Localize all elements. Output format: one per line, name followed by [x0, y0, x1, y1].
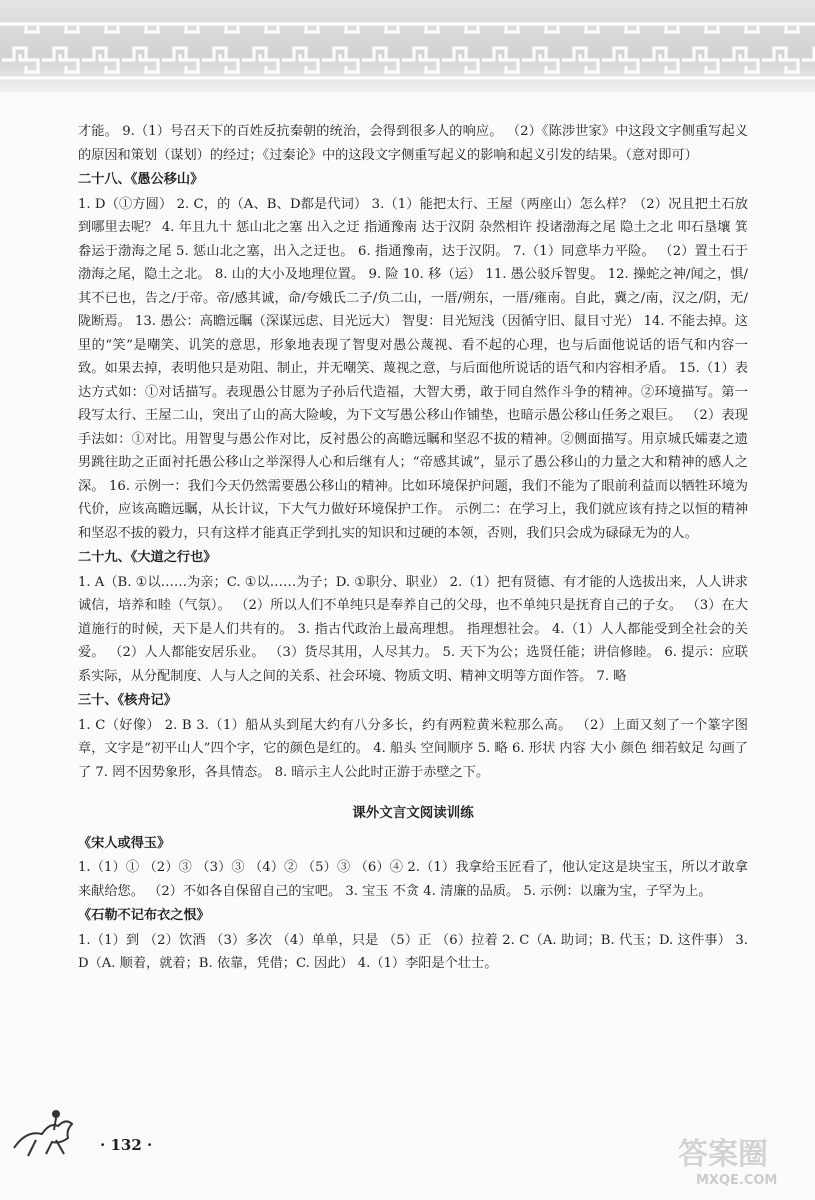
watermark-logo	[676, 1130, 806, 1190]
section-heading-yugong: 二十八、《愚公移山》	[78, 172, 204, 187]
answer-paragraph: 1.（1）到 （2）饮酒 （3）多次 （4）单单，只是 （5）正 （6）拉着 2. C（A. 助词；B. 代玉；D. 这件事） 3. D（A. 顺着，就着；B. 依靠，凭借；C. 因此） 4.（1）李阳是个壮士。	[78, 932, 748, 971]
page-number: · 132 ·	[100, 1136, 153, 1154]
answer-content	[78, 120, 748, 976]
watermark-url: MXQE.COM	[696, 1173, 778, 1188]
horse-rider-icon	[6, 1100, 86, 1160]
section-heading-songren: 《宋人或得玉》	[78, 835, 171, 851]
header-decorative-border	[0, 0, 815, 92]
section-heading-shile: 《石勒不记布衣之恨》	[78, 908, 210, 923]
section-heading-hezhou: 三十、《核舟记》	[78, 693, 177, 708]
answer-paragraph: 1. C（好像） 2. B 3.（1）船从头到尾大约有八分多长，约有两粒黄米粒那么高。 （2）上面又刻了一个篆字图章，文字是“初平山人”四个字，它的颜色是红的。 4. 船头 空间顺序 5. 略 6. 形状 内容 大小 颜色 细若蚊足 勾画了了 7. 罔不因势象形，各具情态。 8. 暗示主人公此时正游于赤壁之下。	[78, 717, 748, 780]
answer-paragraph: 1. D（①方圆） 2. C，的（A、B、D都是代词） 3.（1）能把太行、王屋（两座山）怎么样？（2）况且把土石放到哪里去呢？ 4. 年且九十 惩山北之塞 出入之迂 指通豫南 达于汉阴 杂然相许 投诸渤海之尾 隐土之北 叩石垦壤 箕畚运于渤海之尾 5. 惩山北之塞，出入之迂也。 6. 指通豫南，达于汉阴。 7.（1）同意毕力平险。 （2）置土石于渤海之尾，隐土之北。 8. 山的大小及地理位置。 9. 险 10. 移（运） 11. 愚公驳斥智叟。 12. 操蛇之神/闻之，惧/其不已也，告之/于帝。帝/感其诚，命/夸娥氏二子/负二山，一厝/朔东，一厝/雍南。自此，冀之/南，汉之/阴，无/陇断焉。 13. 愚公：高瞻远瞩（深谋远虑、目光远大） 智叟：目光短浅（因循守旧、鼠目寸光） 14. 不能去掉。这里的“笑”是嘲笑、讥笑的意思，形象地表现了智叟对愚公蔑视、看不起的心理，也与后面他说话的语气和内容一致。如果去掉，表明他只是劝阻、制止，并无嘲笑、蔑视之意，与后面他所说话的语气和内容相矛盾。 15.（1）表达方式如：①对话描写。表现愚公甘愿为子孙后代造福，大智大勇，敢于同自然作斗争的精神。②环境描写。第一段写太行、王屋二山，突出了山的高大险峻，为下文写愚公移山作铺垫，也暗示愚公移山任务之艰巨。 （2）表现手法如：①对比。用智叟与愚公作对比，反衬愚公的高瞻远瞩和坚忍不拔的精神。②侧面描写。用京城氏孀妻之遗男跳往助之正面衬托愚公移山之举深得人心和后继有人；“帝感其诚”，显示了愚公移山的力量之大和精神的感人之深。 16. 示例一：我们今天仍然需要愚公移山的精神。比如环境保护问题，我们不能为了眼前利益而以牺牲环境为代价，应该高瞻远瞩，从长计议，下大气力做好环境保护工作。 示例二：在学习上，我们就应该有持之以恒的精神和坚忍不拔的毅力，只有这样才能真正学到扎实的知识和过硬的本领，否则，我们只会成为碌碌无为的人。	[78, 196, 748, 541]
extra-reading-title: 课外文言文阅读训练	[352, 805, 474, 821]
answer-paragraph: 1. A（B. ①以……为亲；C. ①以……为子；D. ①职分、职业） 2.（1）把有贤德、有才能的人选拔出来，人人讲求诚信，培养和睦（气氛）。 （2）所以人们不单纯只是奉养自己的父母，也不单纯只是抚育自己的子女。 （3）在大道施行的时候，天下是人们共有的。 3. 指古代政治上最高理想。 指理想社会。 4.（1）人人都能受到全社会的关爱。 （2）人人都能安居乐业。 （3）货尽其用，人尽其力。 5. 天下为公；选贤任能；讲信修睦。 6. 提示：应联系实际，从分配制度、人与人之间的关系、社会环境、物质文明、精神文明等方面作答。 7. 略	[78, 574, 748, 684]
section-heading-dadao: 二十九、《大道之行也》	[78, 550, 217, 565]
svg-text:答案圈: 答案圈	[678, 1137, 768, 1172]
fret-pattern-icon	[0, 0, 815, 92]
answer-paragraph: 1.（1）① （2）③ （3）③ （4）② （5）③ （6）④ 2.（1）我拿给玉匠看了，他认定这是块宝玉，所以才敢拿来献给您。 （2）不如各自保留自己的宝吧。 3. 宝玉 不贪 4. 清廉的品质。 5. 示例：以廉为宝，子罕为上。	[78, 860, 748, 899]
answer-paragraph: 才能。 9.（1）号召天下的百姓反抗秦朝的统治，会得到很多人的响应。 （2）《陈涉世家》中这段文字侧重写起义的原因和策划（谋划）的经过；《过秦论》中的这段文字侧重写起义的影响和起义引发的结果。（意对即可）	[78, 124, 748, 163]
